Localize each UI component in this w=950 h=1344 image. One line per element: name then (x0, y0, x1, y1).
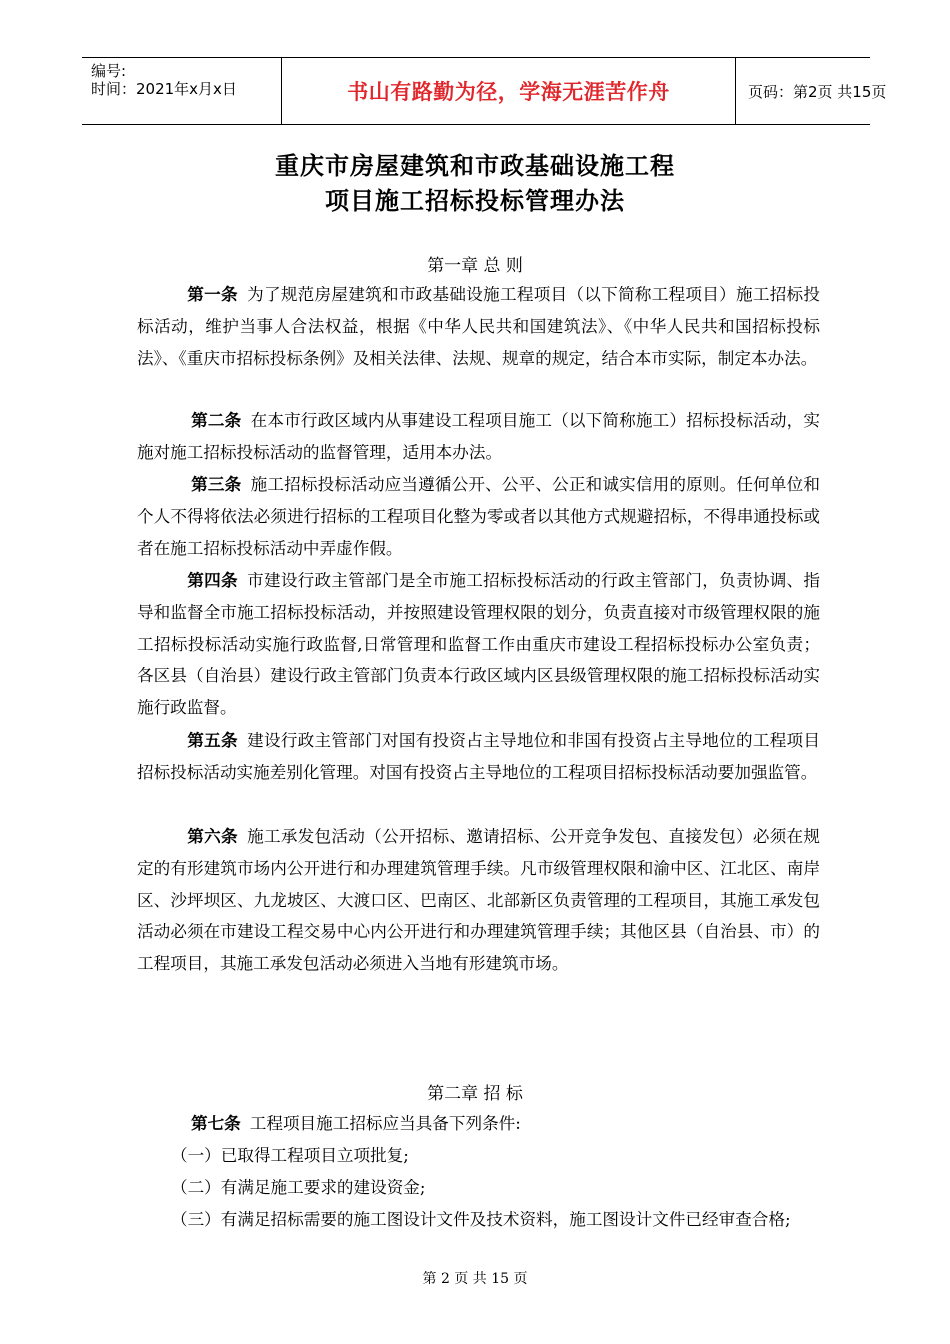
list-item (137, 1140, 820, 1172)
motto: 书山有路勤为径，学海无涯苦作舟 (281, 58, 736, 124)
list-item (137, 1172, 820, 1204)
article-1 (137, 279, 820, 374)
page-footer: 第 2 页 共 15 页 (422, 1271, 528, 1287)
article-text: 建设行政主管部门对国有投资占主导地位和非国有投资占主导地位的工程项目招标投标活动实施差别化管理。对国有投资占主导地位的工程项目招标投标活动要加强监管。 (137, 731, 821, 782)
article-text: 工程项目施工招标应当具备下列条件: (249, 1114, 521, 1133)
article-text: 市建设行政主管部门是全市施工招标投标活动的行政主管部门，负责协调、指导和监督全市施工招标投标活动，并按照建设管理权限的划分，负责直接对市级管理权限的施工招标投标活动实施行政监督,日常管理和监督工作由重庆市建设工程招标投标办公室负责；各区县（自治县）建设行政主管部门负责本行政区域内区县级管理权限的施工招标投标活动实施行政监督。 (137, 571, 821, 718)
article-3 (137, 469, 820, 564)
chapter-heading-2: 第二章 招 标 (427, 1084, 523, 1104)
article-4 (137, 565, 820, 724)
time-label: 时间：2021年x月x日 (91, 80, 237, 98)
article-2 (137, 405, 820, 469)
list-item-text: （二）有满足施工要求的建设资金; (171, 1178, 426, 1197)
document-title-line1: 重庆市房屋建筑和市政基础设施工程 (275, 152, 675, 180)
page-indicator: 页码：第2页 共15页 (748, 82, 887, 101)
article-label: 第六条 (187, 827, 238, 846)
article-text: 施工招标投标活动应当遵循公开、公平、公正和诚实信用的原则。任何单位和个人不得将依法必须进行招标的工程项目化整为零或者以其他方式规避招标，不得串通投标或者在施工招标投标活动中弄虚作假。 (137, 475, 821, 558)
article-5 (137, 725, 820, 789)
chapter-heading-1: 第一章 总 则 (427, 256, 523, 276)
article-text: 施工承发包活动（公开招标、邀请招标、公开竞争发包、直接发包）必须在规定的有形建筑市场内公开进行和办理建筑管理手续。凡市级管理权限和渝中区、江北区、南岸区、沙坪坝区、九龙坡区、大渡口区、巴南区、北部新区负责管理的工程项目，其施工承发包活动必须在市建设工程交易中心内公开进行和办理建筑管理手续；其他区县（自治县、市）的工程项目，其施工承发包活动必须进入当地有形建筑市场。 (137, 827, 821, 974)
number-label: 编号: (91, 62, 127, 80)
article-label: 第四条 (187, 571, 238, 590)
article-label: 第三条 (191, 475, 242, 494)
article-label: 第五条 (187, 731, 238, 750)
list-item-text: （三）有满足招标需要的施工图设计文件及技术资料，施工图设计文件已经审查合格; (171, 1210, 791, 1229)
document-title-line2: 项目施工招标投标管理办法 (325, 187, 625, 215)
article-label: 第七条 (191, 1114, 241, 1133)
header-table (82, 57, 887, 125)
article-text: 为了规范房屋建筑和市政基础设施工程项目（以下简称工程项目）施工招标投标活动，维护当事人合法权益，根据《中华人民共和国建筑法》、《中华人民共和国招标投标法》、《重庆市招标投标条例》及相关法律、法规、规章的规定，结合本市实际，制定本办法。 (137, 285, 821, 368)
article-7 (137, 1108, 820, 1140)
article-label: 第二条 (191, 411, 242, 430)
article-label: 第一条 (187, 285, 238, 304)
article-6 (137, 821, 820, 980)
list-item-text: （一）已取得工程项目立项批复; (171, 1146, 409, 1165)
list-item (137, 1204, 820, 1236)
header-meta-cell (82, 58, 282, 124)
article-text: 在本市行政区域内从事建设工程项目施工（以下简称施工）招标投标活动，实施对施工招标投标活动的监督管理，适用本办法。 (137, 411, 821, 462)
